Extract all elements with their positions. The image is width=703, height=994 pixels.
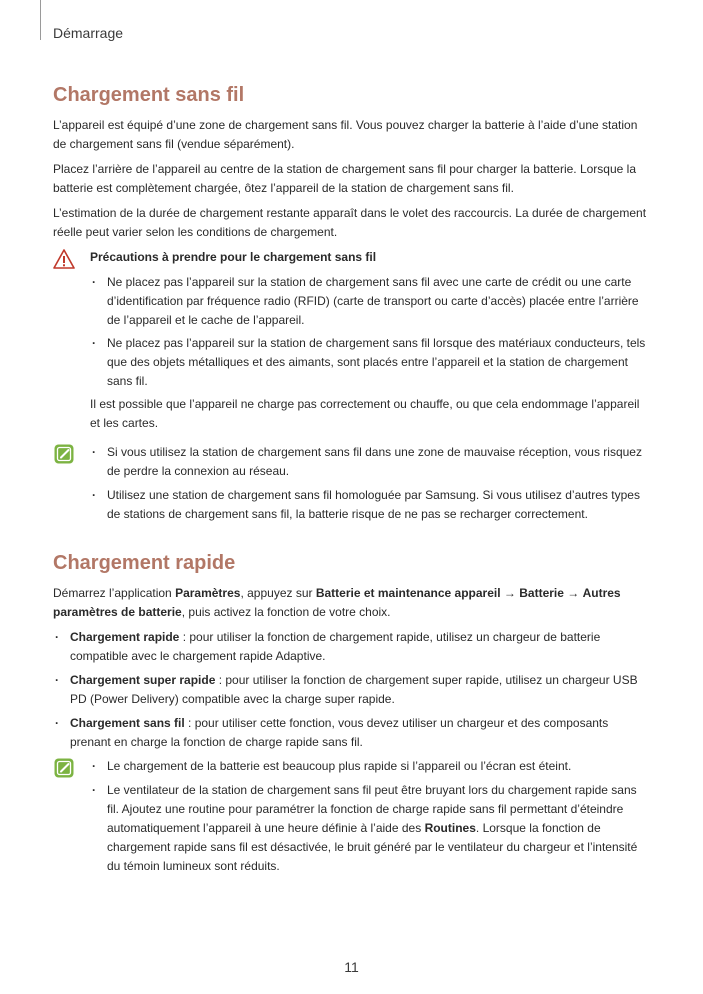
wireless-paragraph-1: L’appareil est équipé d’une zone de chargement sans fil. Vous pouvez charger la batterie à l’aide d’une station de chargement sans fil (vendue séparément). [53, 118, 638, 151]
fast-intro [53, 584, 650, 622]
wireless-tips-block [53, 443, 650, 524]
fast-tips-list [90, 757, 650, 876]
page-number: 11 [344, 959, 359, 975]
caution-item: · Ne placez pas l’appareil sur la station de chargement sans fil avec une carte de crédit ou une carte d’identification par fréquence radio (RFID) (carte de transport ou carte d’accès) placée entre l’arrière de l’appareil et le cache de l’appareil. [90, 273, 650, 330]
routines-label: Routines [424, 821, 476, 835]
header-rule [40, 0, 41, 40]
caution-item: · Ne placez pas l’appareil sur la station de chargement sans fil lorsque des matériaux conducteurs, tels que des objets métalliques et des aimants, sont placés entre l’appareil et la station de chargement sans fil. [90, 334, 650, 391]
option-text: : pour utiliser la fonction de chargement rapide, utilisez un chargeur de batterie compatible avec le chargement rapide Adaptive. [70, 630, 601, 663]
arrow-separator: → [563, 586, 583, 600]
caution-list [90, 273, 650, 391]
caution-title: Précautions à prendre pour le chargement sans fil [90, 250, 377, 264]
menu-path-more-battery-settings: Autres paramètres de batterie [53, 586, 621, 619]
option-label: Chargement super rapide [70, 673, 216, 687]
note-pencil-icon [53, 443, 75, 465]
tip-text: . Lorsque la fonction de chargement rapide sans fil est désactivée, le bruit généré par le ventilateur du chargeur et l’intensité du témoin lumineux sont réduits. [107, 821, 638, 873]
wireless-tips-list [90, 443, 650, 524]
option-text: : pour utiliser cette fonction, vous devez utiliser un chargeur et des composants prenant en charge la fonction de charge rapide sans fil. [70, 716, 609, 749]
warning-triangle-icon [53, 248, 75, 270]
tip-item: · Si vous utilisez la station de chargement sans fil dans une zone de mauvaise réception, vous risquez de perdre la connexion au réseau. [90, 443, 650, 481]
fast-option-item [53, 671, 650, 709]
section-header: Démarrage [53, 25, 124, 41]
intro-text: Démarrez l’application [53, 586, 176, 600]
fast-tips-block [53, 757, 650, 876]
tip-text: Le ventilateur de la station de chargement sans fil peut être bruyant lors du chargement rapide sans fil. Ajoutez une routine pour paramétrer la fonction de charge rapide sans fil permettant d’éteindre automatiquement l’appareil à une heure définie à l’aide des [107, 783, 637, 835]
fast-option-item [53, 628, 650, 666]
wireless-charging-title: Chargement sans fil [53, 84, 245, 106]
settings-app-name: Paramètres [175, 586, 241, 600]
page-content [53, 82, 650, 886]
option-text: : pour utiliser la fonction de chargement super rapide, utilisez un chargeur USB PD (Power Delivery) compatible avec la charge super rapide. [70, 673, 638, 706]
caution-note: Il est possible que l’appareil ne charge pas correctement ou chauffe, ou que cela endommage l’appareil et les cartes. [90, 397, 640, 430]
tip-item: · Le chargement de la batterie est beaucoup plus rapide si l’appareil ou l’écran est éteint. [90, 757, 650, 776]
tip-item [90, 781, 650, 876]
wireless-paragraph-2: Placez l’arrière de l’appareil au centre de la station de chargement sans fil pour charger la batterie. Lorsque la batterie est complètement chargée, ôtez l’appareil de la station de chargement sans fil. [53, 162, 636, 195]
intro-text: , puis activez la fonction de votre choix. [181, 605, 391, 619]
caution-block [53, 248, 650, 433]
menu-path-battery-maintenance: Batterie et maintenance appareil [315, 586, 501, 600]
tip-item: · Utilisez une station de chargement sans fil homologuée par Samsung. Si vous utilisez d’autres types de stations de chargement sans fil, la batterie risque de ne pas se recharger correctement. [90, 486, 650, 524]
fast-options-list [53, 628, 650, 752]
fast-option-item [53, 714, 650, 752]
menu-path-battery: Batterie [519, 586, 564, 600]
arrow-separator: → [500, 586, 520, 600]
fast-charging-title: Chargement rapide [53, 552, 236, 574]
wireless-paragraph-3: L’estimation de la durée de chargement restante apparaît dans le volet des raccourcis. La durée de chargement réelle peut varier selon les conditions de chargement. [53, 206, 647, 239]
intro-text: , appuyez sur [240, 586, 316, 600]
note-pencil-icon [53, 757, 75, 779]
option-label: Chargement sans fil [70, 716, 185, 730]
option-label: Chargement rapide [70, 630, 180, 644]
